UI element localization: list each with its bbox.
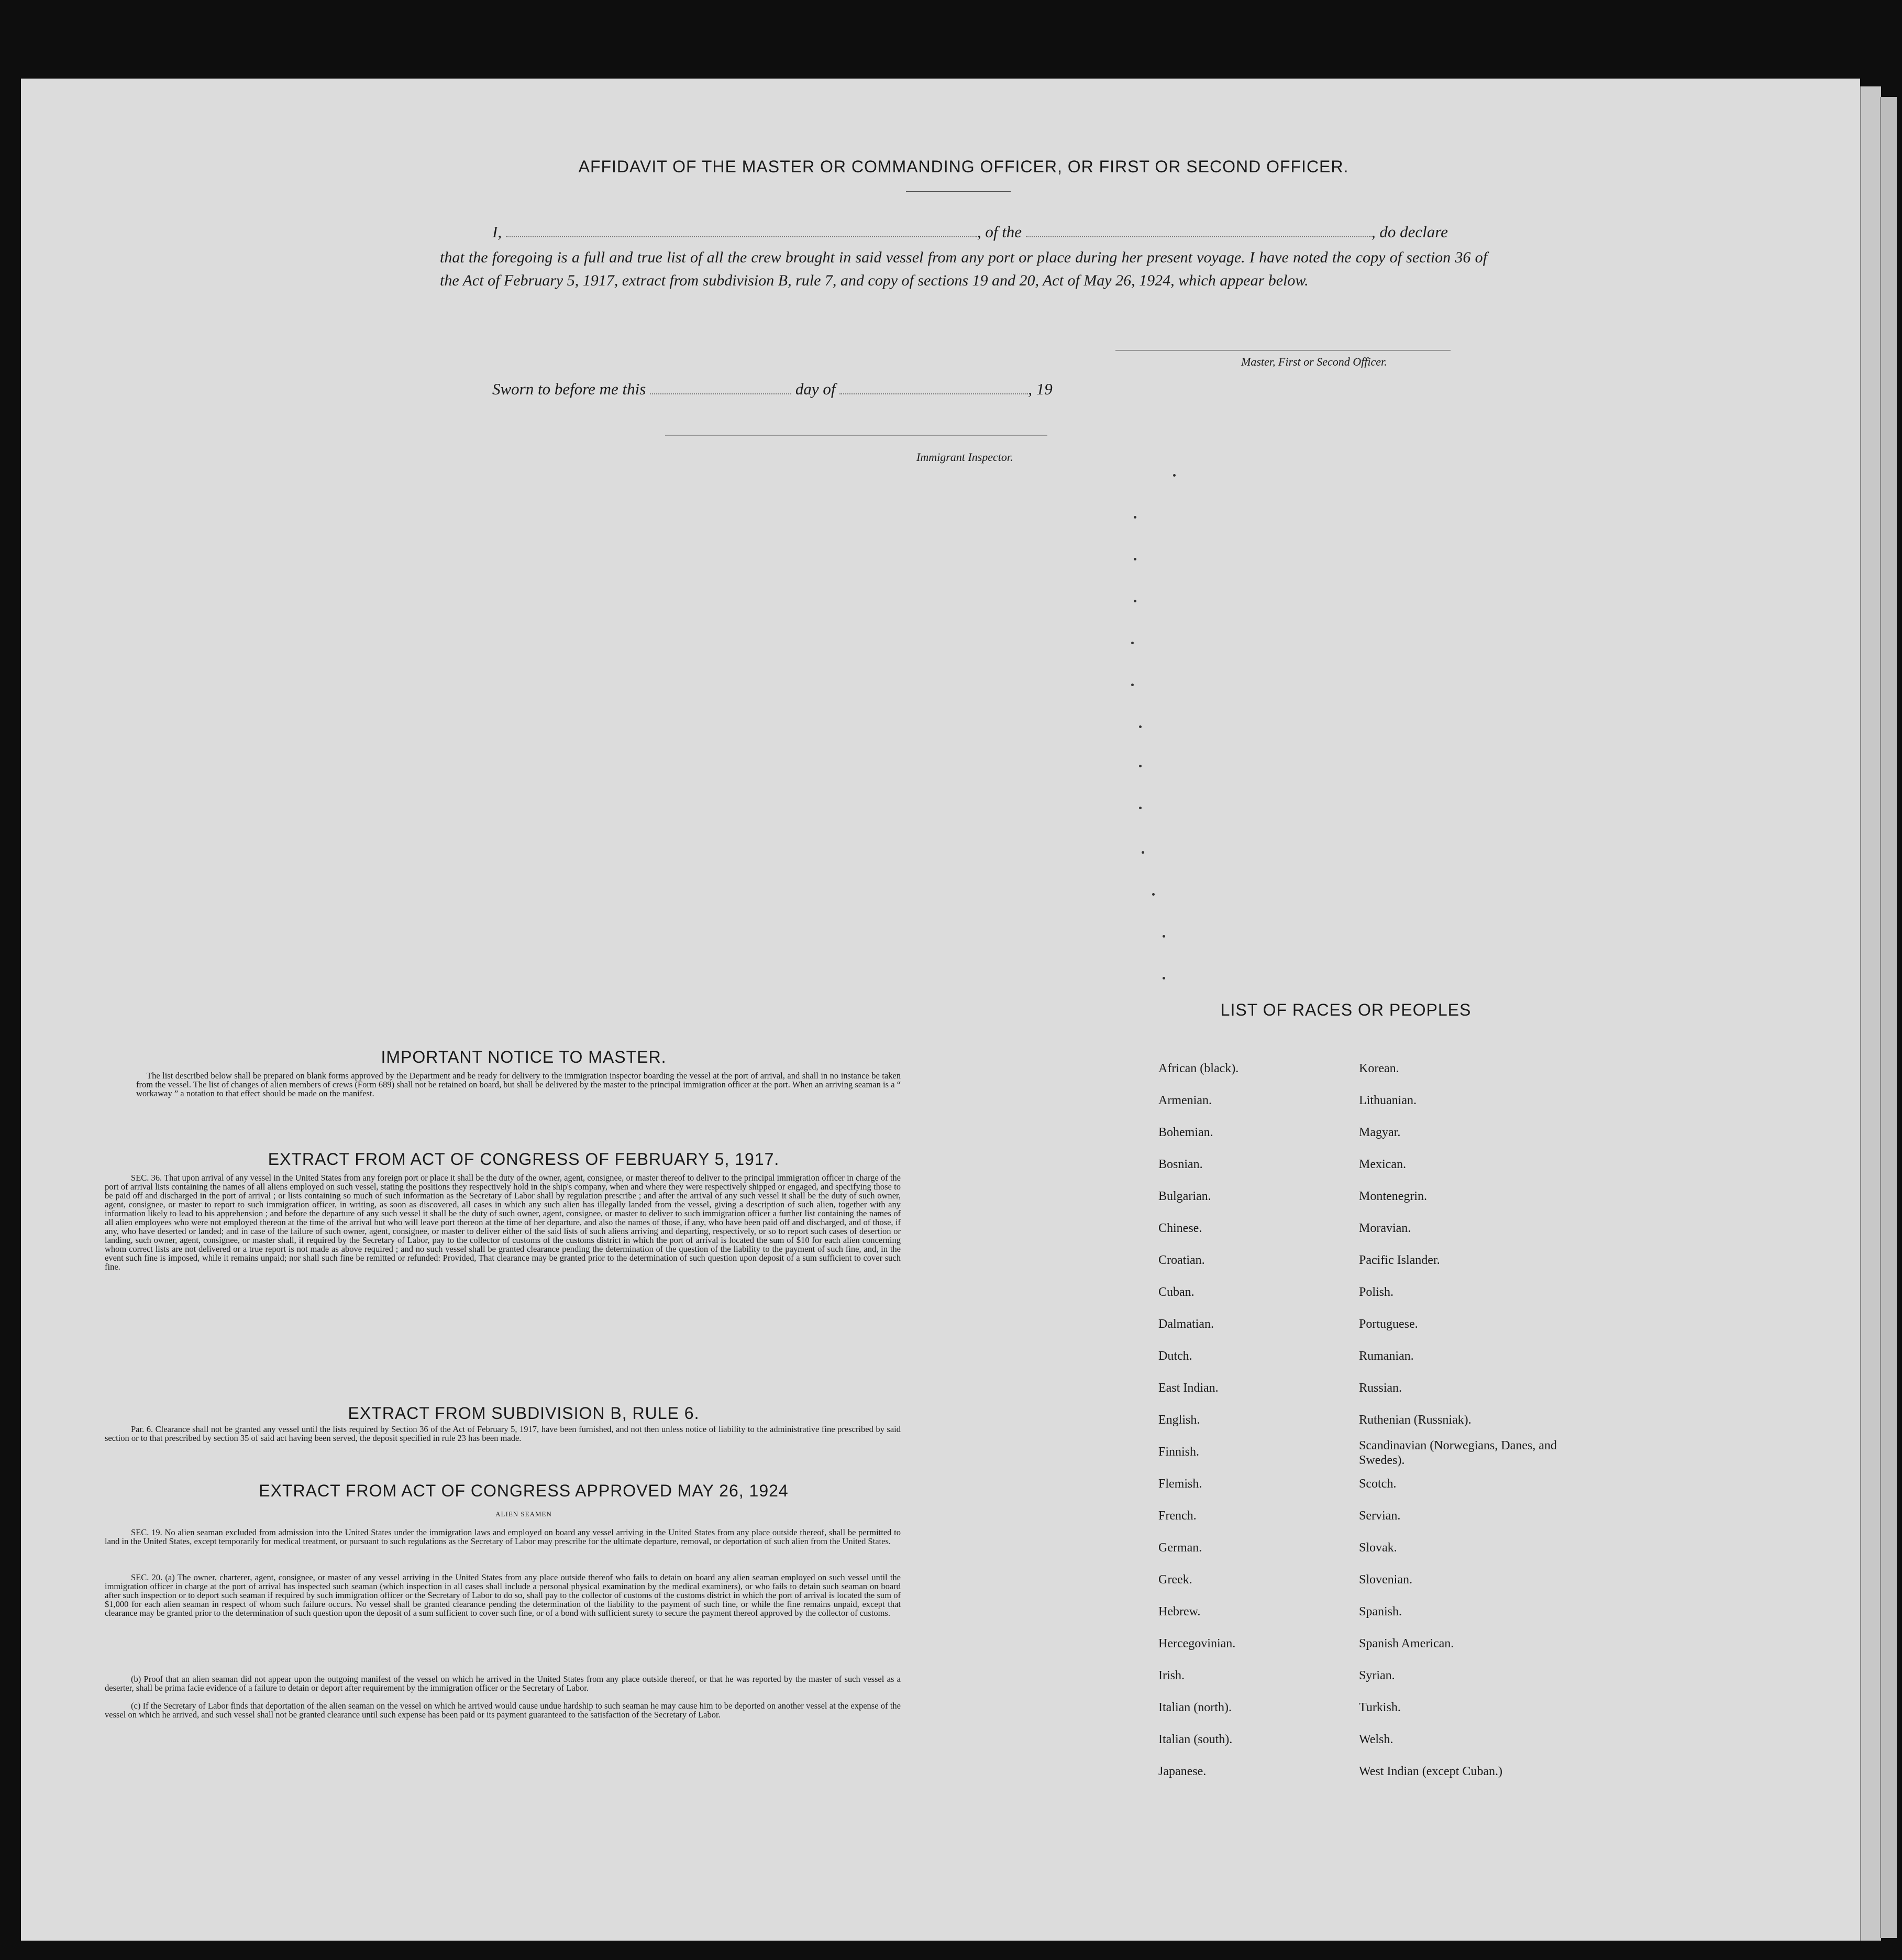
race-item: Finnish. <box>1158 1445 1200 1459</box>
race-item: Portuguese. <box>1359 1317 1418 1331</box>
stray-mark <box>1152 893 1155 896</box>
race-item: Lithuanian. <box>1359 1094 1417 1107</box>
race-item: Italian (south). <box>1158 1733 1233 1746</box>
stray-mark <box>1139 807 1142 809</box>
race-item: East Indian. <box>1158 1381 1219 1395</box>
race-item: Dalmatian. <box>1158 1317 1214 1331</box>
race-item: Moravian. <box>1359 1221 1411 1235</box>
race-item: English. <box>1158 1413 1200 1427</box>
race-item: Japanese. <box>1158 1765 1207 1778</box>
vessel-blank[interactable] <box>1026 236 1372 237</box>
day-of-text: day of <box>795 380 836 398</box>
sec-20b-text: (b) Proof that an alien seaman did not appear upon the outgoing manifest of the vessel on which he arrived in the United States from any place outside thereof, or that he was reported by the master of such vessel as a deserter, shall be prima facie evidence of a failure to detain or deport after requirement by the immigration officer or the Secretary of Labor. <box>105 1674 901 1693</box>
page-edge-back <box>1880 97 1897 1938</box>
stray-mark <box>1134 600 1136 602</box>
race-item: Spanish American. <box>1359 1637 1454 1650</box>
declaration-paragraph: that the foregoing is a full and true list of all the crew brought in said vessel from any port or place during her present voyage. I have noted the copy of section 36 of the Act of February 5, 1917, extract from subdivision B, rule 7, and copy of sections 19 and 20, Act of May 26, 1924, which appear below. <box>440 249 1487 289</box>
race-item: Bosnian. <box>1158 1158 1203 1171</box>
stray-mark <box>1142 851 1144 854</box>
race-item: Bohemian. <box>1158 1126 1213 1139</box>
stray-mark <box>1131 642 1134 644</box>
stray-mark <box>1131 684 1134 686</box>
extract-1917-title: EXTRACT FROM ACT OF CONGRESS OF FEBRUARY 5, 1917. <box>268 1150 780 1169</box>
race-item: Polish. <box>1359 1285 1394 1299</box>
race-item: Armenian. <box>1158 1094 1212 1107</box>
stray-mark <box>1134 516 1136 519</box>
declaration-of-the: , of the <box>977 223 1022 241</box>
race-item: Croatian. <box>1158 1253 1205 1267</box>
notice-text: The list described below shall be prepared on blank forms approved by the Department and be ready for delivery to the immigration inspector boarding the vessel at the port of arrival, and shall in no instance be taken from the vessel. The list of changes of alien members of crews (Form 689) shall not be retained on board, but shall be delivered by the master to the principal immigration officer at the port. When an arriving seaman is a “ workaway ” a notation to that effect should be made on the manifest. <box>136 1071 901 1098</box>
stray-mark <box>1139 725 1142 728</box>
stray-mark <box>1163 977 1165 979</box>
extract-rule6-text: Par. 6. Clearance shall not be granted any vessel until the lists required by Section 36 of the Act of February 5, 1917, have been furnished, and not then unless notice of liability to the administrative fine prescribed by said section or to that prescribed by section 35 of said act having been served, the deposit specified in rule 23 has been made. <box>105 1424 901 1443</box>
race-item: Rumanian. <box>1359 1349 1414 1363</box>
race-item: Flemish. <box>1158 1477 1202 1491</box>
sec-20a-text: SEC. 20. (a) The owner, charterer, agent, consignee, or master of any vessel arriving in the United States from any place outside thereof who fails to detain on board any alien seaman employed on such vessel until the immigration officer in charge at the port of arrival has inspected such seaman (which inspection in all cases shall include a personal physical examination by the medical examiners), or who fails to detain such seaman on board after such inspection or to deport such seaman if required by such immigration officer or the Secretary of Labor to do so, shall pay to the collector of customs of the customs district in which the port of arrival is located the sum of $1,000 for each alien seaman in respect of whom such failure occurs. No vessel shall be granted clearance pending the determination of the liability to the payment of such fine, or while the fine remains unpaid, except that clearance may be granted prior to the determination of such question upon the deposit of a sum sufficient to cover such fine, or of a bond with sufficient surety to secure the payment thereof approved by the collector of customs. <box>105 1572 901 1618</box>
race-item: Dutch. <box>1158 1349 1192 1363</box>
race-item: Pacific Islander. <box>1359 1253 1440 1267</box>
races-right-column <box>1359 1053 1558 1788</box>
inspector-signature-line[interactable] <box>665 435 1047 436</box>
race-item: Mexican. <box>1359 1158 1406 1171</box>
race-item: Ruthenian (Russniak). <box>1359 1413 1472 1427</box>
races-title: LIST OF RACES OR PEOPLES <box>1220 1000 1472 1019</box>
master-caption: Master, First or Second Officer. <box>1241 355 1387 368</box>
races-left-column <box>1158 1053 1347 1788</box>
declaration-line <box>492 223 1487 241</box>
sec-19-text: SEC. 19. No alien seaman excluded from admission into the United States under the immigration laws and employed on board any vessel arriving in the United States from any place outside thereof, shall be permitted to land in the United States, except temporarily for medical treatment, or pursuant to such regulations as the Secretary of Labor may prescribe for the ultimate departure, removal, or deportation of such alien from the United States. <box>105 1527 901 1546</box>
race-item: Montenegrin. <box>1359 1190 1427 1203</box>
sworn-line <box>492 380 1173 399</box>
stray-mark <box>1134 558 1136 560</box>
extract-1924-title: EXTRACT FROM ACT OF CONGRESS APPROVED MAY 26, 1924 <box>259 1481 789 1500</box>
extract-1917-text: SEC. 36. That upon arrival of any vessel in the United States from any foreign port or place it shall be the duty of the owner, agent, consignee, or master thereof to deliver to the principal immigration officer in charge of the port of arrival lists containing the names of all aliens employed on such vessel, stating the positions they respectively hold in the ship's company, when and where they were respectively shipped or engaged, and specifying those to be paid off and discharged in the port of arrival ; or lists containing so much of such information as the Secretary of Labor shall by regulation prescribe ; and after the arrival of any such vessel it shall be the duty of such owner, agent, consignee, or master to report to such immigration officer, in writing, as soon as discovered, all cases in which any such alien has illegally landed from the vessel, giving a description of such alien, together with any information likely to lead to his apprehension ; and before the departure of any such vessel it shall be the duty of such owner, agent, consignee, or master to deliver to such immigration officer a further list containing the names of all alien employees who were not employed thereon at the time of the arrival but who will leave port thereon at the time of her departure, and also the names of those, if any, who have been paid off and discharged, and of those, if any, who have deserted or landed; and in case of the failure of such owner, agent, consignee, or master to deliver either of the said lists of such aliens arriving and departing, respectively, or so to report such cases of desertion or landing, such owner, agent, consignee, or master shall, if required by the Secretary of Labor, pay to the collector of customs of the customs district in which the port of arrival is located the sum of $10 for each alien concerning whom correct lists are not delivered or a true report is not made as above required ; and no such vessel shall be granted clearance pending the determination of the question of the liability to the payment of such fine, and, in the event such fine is imposed, while it remains unpaid; nor shall such fine be remitted or refunded: Provided, That clearance may be granted prior to the determination of such question upon deposit of a sum sufficient to cover such fine. <box>105 1173 901 1272</box>
race-item: Hebrew. <box>1158 1605 1201 1618</box>
month-blank[interactable] <box>839 393 1028 394</box>
race-item: Slovenian. <box>1359 1573 1412 1587</box>
notice-title: IMPORTANT NOTICE TO MASTER. <box>381 1048 667 1066</box>
race-item: Scotch. <box>1359 1477 1397 1491</box>
race-item: Hercegovinian. <box>1158 1637 1236 1650</box>
page-edge <box>1860 86 1881 1941</box>
declaration-do-declare: , do declare <box>1371 223 1448 241</box>
year-prefix: , 19 <box>1028 380 1053 398</box>
race-item: Scandinavian (Norwegians, Danes, and Swedes). <box>1359 1439 1557 1467</box>
race-item: West Indian (except Cuban.) <box>1359 1765 1502 1778</box>
race-item: Irish. <box>1158 1669 1185 1682</box>
stray-mark <box>1139 765 1142 767</box>
race-item: Syrian. <box>1359 1669 1395 1682</box>
affidavit-title: AFFIDAVIT OF THE MASTER OR COMMANDING OFFICER, OR FIRST OR SECOND OFFICER. <box>578 157 1349 176</box>
race-item: Korean. <box>1359 1062 1399 1075</box>
inspector-caption: Immigrant Inspector. <box>916 450 1013 464</box>
race-item: African (black). <box>1158 1062 1239 1075</box>
extract-rule6-title: EXTRACT FROM SUBDIVISION B, RULE 6. <box>348 1404 700 1423</box>
race-item: Cuban. <box>1158 1285 1195 1299</box>
stray-mark <box>1163 935 1165 938</box>
extract-1924-subtitle: ALIEN SEAMEN <box>495 1510 552 1518</box>
race-item: Slovak. <box>1359 1541 1397 1555</box>
race-item: Spanish. <box>1359 1605 1402 1618</box>
race-item: Greek. <box>1158 1573 1192 1587</box>
master-signature-line[interactable] <box>1115 350 1451 351</box>
race-item: Italian (north). <box>1158 1701 1232 1714</box>
sworn-text: Sworn to before me this <box>492 380 646 398</box>
name-blank[interactable] <box>506 236 977 237</box>
race-item: Welsh. <box>1359 1733 1394 1746</box>
race-item: Chinese. <box>1158 1221 1202 1235</box>
race-item: Magyar. <box>1359 1126 1401 1139</box>
declaration-i: I, <box>492 223 502 241</box>
race-item: Turkish. <box>1359 1701 1401 1714</box>
race-item: Bulgarian. <box>1158 1190 1211 1203</box>
title-divider <box>906 191 1011 192</box>
race-item: Russian. <box>1359 1381 1402 1395</box>
document-page <box>21 79 1860 1941</box>
day-blank[interactable] <box>650 393 791 394</box>
sec-20c-text: (c) If the Secretary of Labor finds that deportation of the alien seaman on the vessel on which he arrived would cause undue hardship to such seaman he may cause him to be deported on another vessel at the expense of the vessel on which he arrived, and such vessel shall not be granted clearance until such expense has been paid or its payment guaranteed to the satisfaction of the Secretary of Labor. <box>105 1701 901 1720</box>
race-item: German. <box>1158 1541 1202 1555</box>
race-item: Servian. <box>1359 1509 1401 1523</box>
stray-mark <box>1173 474 1176 477</box>
race-item: French. <box>1158 1509 1197 1523</box>
